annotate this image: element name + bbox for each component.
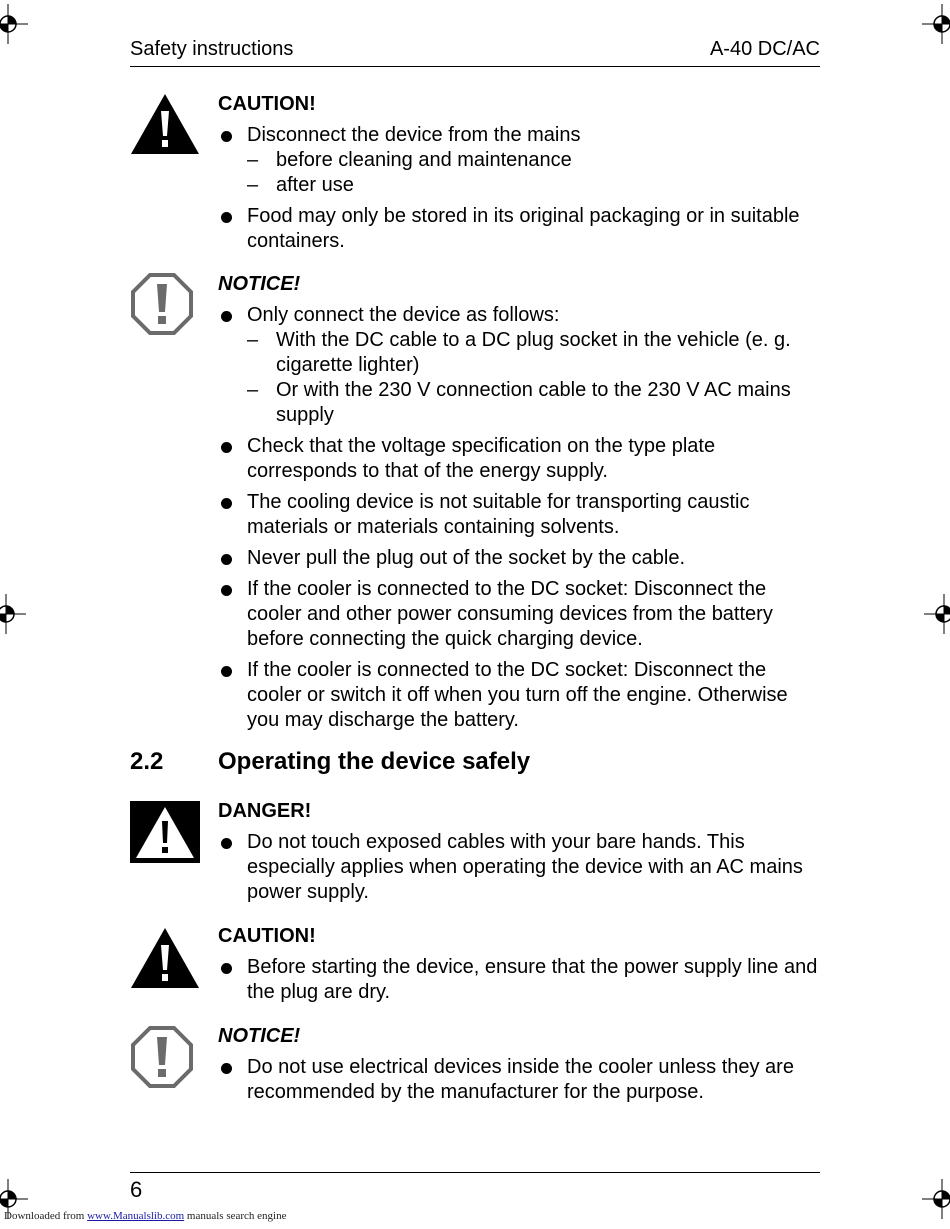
list-item bbox=[218, 303, 820, 428]
list-item bbox=[218, 546, 820, 571]
warning-triangle-icon bbox=[130, 92, 200, 156]
registration-mark-icon bbox=[922, 1179, 950, 1219]
bullet-icon bbox=[221, 498, 232, 509]
bullet-icon bbox=[221, 554, 232, 565]
list-item bbox=[218, 434, 820, 484]
list-item-text: Do not touch exposed cables with your bare hands. This especially applies when operating the device with an AC mains power supply. bbox=[247, 831, 803, 903]
list-item bbox=[218, 955, 820, 1005]
sub-list-item: – before cleaning and maintenance bbox=[247, 149, 572, 171]
list-item-text: If the cooler is connected to the DC socket: Disconnect the cooler or switch it off when you turn off the engine. Otherwise you may discharge the battery. bbox=[247, 659, 788, 731]
sub-list-item: – With the DC cable to a DC plug socket in the vehicle (e. g. cigarette lighter) bbox=[247, 329, 791, 376]
sub-list-item-text: before cleaning and maintenance bbox=[276, 149, 572, 171]
caution-label: CAUTION! bbox=[218, 93, 316, 115]
sub-list-item-text: Or with the 230 V connection cable to the 230 V AC mains supply bbox=[276, 379, 791, 426]
bullet-icon bbox=[221, 212, 232, 223]
notice-label: NOTICE! bbox=[218, 273, 301, 295]
notice-block-1 bbox=[130, 272, 820, 732]
notice-block-2 bbox=[130, 1024, 820, 1114]
page-header bbox=[130, 38, 820, 67]
list-item bbox=[218, 204, 820, 254]
sub-list-item-text: after use bbox=[276, 174, 354, 196]
list-item-text: Only connect the device as follows: bbox=[247, 304, 560, 326]
caution-label: CAUTION! bbox=[218, 925, 316, 947]
bullet-icon bbox=[221, 1063, 232, 1074]
bullet-icon bbox=[221, 585, 232, 596]
danger-label: DANGER! bbox=[218, 800, 312, 822]
bullet-icon bbox=[221, 131, 232, 142]
registration-mark-icon bbox=[922, 4, 950, 44]
sub-list-item: – after use bbox=[247, 174, 354, 196]
sub-list-item: – Or with the 230 V connection cable to the 230 V AC mains supply bbox=[247, 379, 791, 426]
list-item bbox=[218, 830, 820, 905]
list-item-text: Food may only be stored in its original packaging or in suitable containers. bbox=[247, 205, 800, 252]
warning-triangle-icon bbox=[130, 926, 200, 990]
header-section-title: Safety instructions bbox=[130, 38, 294, 60]
list-item-text: If the cooler is connected to the DC socket: Disconnect the cooler and other power consuming devices from the battery before connecting the quick charging device. bbox=[247, 578, 773, 650]
danger-triangle-square-icon bbox=[130, 801, 200, 863]
download-note bbox=[4, 1210, 286, 1222]
list-item bbox=[218, 1055, 820, 1105]
download-prefix: Downloaded from bbox=[4, 1210, 85, 1222]
list-item-text: Before starting the device, ensure that the power supply line and the plug are dry. bbox=[247, 956, 818, 1003]
list-item bbox=[218, 658, 820, 733]
section-heading bbox=[130, 748, 820, 778]
footer-divider bbox=[130, 1172, 820, 1173]
caution-block-1 bbox=[130, 92, 820, 252]
bullet-icon bbox=[221, 442, 232, 453]
page-number: 6 bbox=[130, 1177, 143, 1202]
list-item-text: Do not use electrical devices inside the cooler unless they are recommended by the manufacturer for the purpose. bbox=[247, 1056, 794, 1103]
danger-block bbox=[130, 799, 820, 909]
header-model-name: A-40 DC/AC bbox=[709, 38, 820, 60]
list-item-text: Never pull the plug out of the socket by the cable. bbox=[247, 547, 686, 569]
bullet-icon bbox=[221, 311, 232, 322]
section-title: Operating the device safely bbox=[218, 748, 531, 775]
octagon-exclamation-icon bbox=[130, 272, 194, 336]
notice-label: NOTICE! bbox=[218, 1025, 301, 1047]
registration-mark-icon bbox=[0, 4, 28, 44]
sub-list-item-text: With the DC cable to a DC plug socket in the vehicle (e. g. cigarette lighter) bbox=[276, 329, 791, 376]
bullet-icon bbox=[221, 838, 232, 849]
list-item bbox=[218, 577, 820, 652]
list-item-text: The cooling device is not suitable for transporting caustic materials or materials containing solvents. bbox=[247, 491, 750, 538]
manualslib-link[interactable]: www.Manualslib.com bbox=[87, 1210, 185, 1222]
caution-block-2 bbox=[130, 924, 820, 1014]
bullet-icon bbox=[221, 963, 232, 974]
list-item bbox=[218, 123, 820, 198]
list-item bbox=[218, 490, 820, 540]
bullet-icon bbox=[221, 666, 232, 677]
list-item-text: Disconnect the device from the mains bbox=[247, 124, 581, 146]
registration-mark-icon bbox=[924, 594, 950, 634]
list-item-text: Check that the voltage specification on the type plate corresponds to that of the energy supply. bbox=[247, 435, 716, 482]
download-suffix: manuals search engine bbox=[186, 1210, 287, 1222]
section-number: 2.2 bbox=[130, 748, 164, 775]
registration-mark-icon bbox=[0, 594, 26, 634]
octagon-exclamation-icon bbox=[130, 1025, 194, 1089]
